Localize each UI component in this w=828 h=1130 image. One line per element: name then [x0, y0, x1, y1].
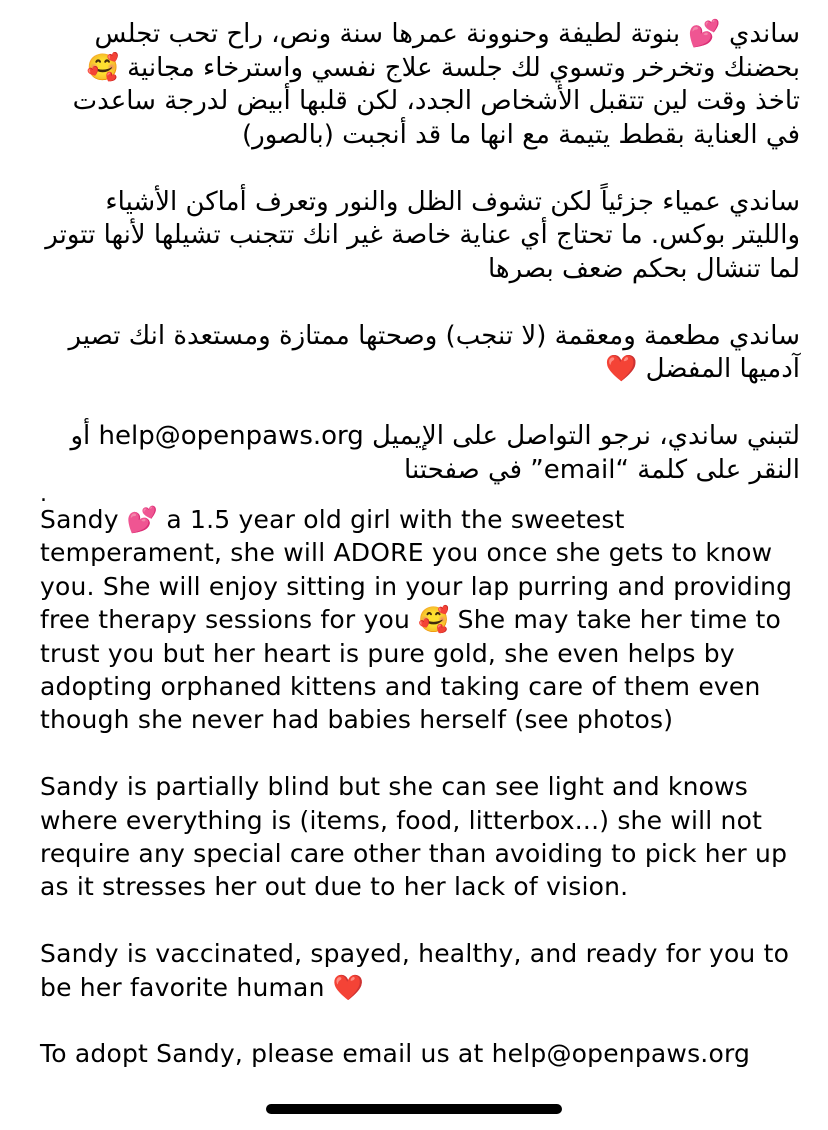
paragraph-spacer — [40, 286, 800, 320]
english-paragraph-vision: Sandy is partially blind but she can see light and knows where everything is (items, food, litterbox...) she will not require any special care other than avoiding to pick her up as it stresses her out due to her lack of vision. — [40, 772, 796, 902]
paragraph-spacer — [40, 387, 800, 421]
english-paragraph-intro: Sandy 💕 a 1.5 year old girl with the sweetest temperament, she will ADORE you once she gets to know you. She will enjoy sitting in your lap purring and providing free therapy sessions for you 🥰 She may take her time to trust you but her heart is pure gold, she even helps by adopting orphaned kittens and taking care of them even though she never had babies herself (see photos) — [40, 505, 801, 735]
paragraph-spacer — [40, 1004, 800, 1037]
paragraph-spacer — [40, 904, 800, 937]
arabic-paragraph-contact: لتبني ساندي، نرجو التواصل على الإيميل help@openpaws.org أو النقر على كلمة “email” في صفحتنا — [62, 421, 800, 485]
separator-dot: . — [40, 482, 47, 507]
paragraph-spacer — [40, 152, 800, 186]
paragraph-spacer — [40, 737, 800, 770]
post-body — [37, 18, 801, 1071]
home-indicator-bar[interactable] — [266, 1104, 562, 1114]
arabic-paragraph-intro: ساندي 💕 بنوتة لطيفة وحنوونة عمرها سنة ونص، راح تحب تجلس بحضنك وتخرخر وتسوي لك جلسة علاج نفسي واسترخاء مجانية 🥰 تاخذ وقت لين تتقبل الأشخاص الجدد، لكن قلبها أبيض لدرجة ساعدت في العناية بقطط يتيمة مع انها ما قد أنجبت (بالصور) — [64, 19, 800, 150]
english-paragraph-health: Sandy is vaccinated, spayed, healthy, and ready for you to be her favorite human ❤️ — [40, 939, 798, 1002]
english-paragraph-contact: To adopt Sandy, please email us at help@openpaws.org — [40, 1039, 751, 1069]
arabic-paragraph-health: ساندي مطعمة ومعقمة (لا تنجب) وصحتها ممتازة ومستعدة انك تصير آدميها المفضل ❤️ — [60, 320, 800, 384]
arabic-paragraph-vision: ساندي عمياء جزئياً لكن تشوف الظل والنور وتعرف أماكن الأشياء والليتر بوكس. ما تحتاج أي عناية خاصة غير انك تتجنب تشيلها لأنها تتوتر لما تنشال بحكم ضعف بصرها — [37, 186, 800, 284]
